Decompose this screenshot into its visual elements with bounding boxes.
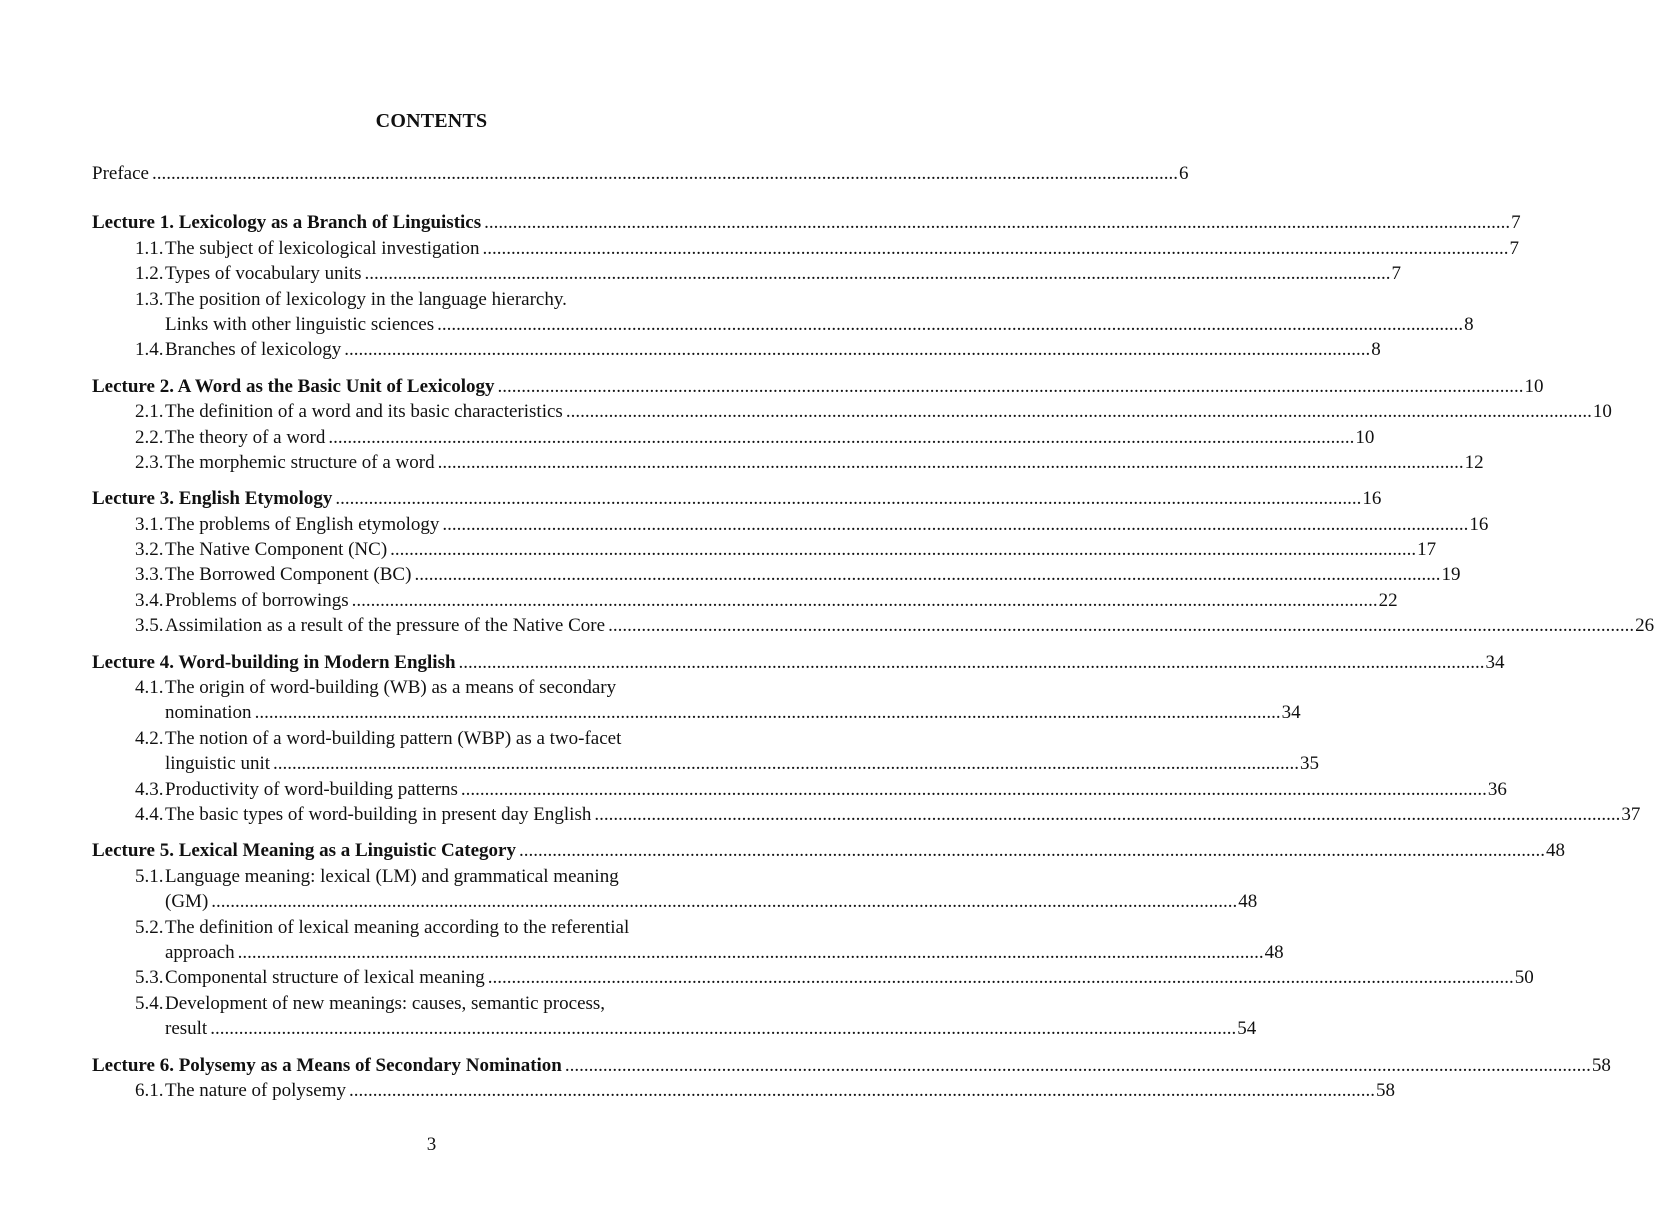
section-number: 4.4.: [135, 803, 164, 825]
section-page: 58: [1375, 1079, 1395, 1101]
dot-leader: [519, 838, 1545, 863]
section-number: 3.2.: [135, 539, 164, 561]
dot-leader: [438, 450, 1464, 475]
section-number-cell: [92, 802, 165, 827]
section-page: 10: [1592, 401, 1612, 423]
section-number-cell: [92, 337, 165, 362]
toc-spacer: [92, 827, 750, 838]
dot-leader: [238, 940, 1264, 965]
toc-section-entry: [92, 613, 1654, 638]
toc-section-entry: [92, 965, 1534, 990]
dot-leader: [437, 312, 1463, 337]
dot-leader: [273, 751, 1299, 776]
section-page: 19: [1441, 564, 1461, 586]
section-page: 50: [1514, 967, 1534, 989]
section-page: 48: [1238, 891, 1258, 913]
section-title: The origin of word-building (WB) as a means of secondary: [165, 677, 617, 699]
toc-section-entry: [92, 1078, 1395, 1103]
section-number-cell: [92, 236, 165, 261]
toc-section-entry: [92, 940, 1284, 965]
toc-section-entry: [92, 337, 1381, 362]
lecture-page: 10: [1524, 375, 1544, 397]
section-number-cell: [92, 450, 165, 475]
section-title: Productivity of word-building patterns: [165, 778, 458, 800]
section-title: approach: [165, 941, 235, 963]
section-title: Problems of borrowings: [165, 589, 349, 611]
section-title: linguistic unit: [165, 753, 271, 775]
dot-leader: [255, 700, 1281, 725]
lecture-title: Lecture 3. English Etymology: [92, 488, 333, 510]
section-title: Links with other linguistic sciences: [165, 313, 435, 335]
section-number-cell: [92, 613, 165, 638]
section-page: 17: [1417, 539, 1437, 561]
section-page: 8: [1464, 313, 1474, 335]
toc-lecture-heading: [92, 650, 1505, 675]
section-title: nomination: [165, 702, 252, 724]
section-page: 8: [1371, 339, 1381, 361]
section-page: 22: [1378, 589, 1398, 611]
dot-leader: [484, 210, 1510, 235]
toc-section-entry: [92, 1016, 1257, 1041]
section-number-cell: [92, 399, 165, 424]
section-number: 5.2.: [135, 916, 164, 938]
dot-leader: [608, 613, 1634, 638]
section-title: The Borrowed Component (BC): [165, 564, 412, 586]
section-page: 7: [1391, 263, 1402, 285]
section-title: The nature of polysemy: [165, 1079, 346, 1101]
toc-lecture-heading: [92, 838, 1565, 863]
section-number-cell: [92, 425, 165, 450]
dot-leader: [210, 1016, 1236, 1041]
section-title: Development of new meanings: causes, semantic process,: [165, 992, 606, 1014]
section-number-cell: [92, 1078, 165, 1103]
section-number: 2.1.: [135, 401, 164, 423]
dot-leader: [442, 512, 1468, 537]
section-title: result: [165, 1018, 208, 1040]
dot-leader: [211, 889, 1237, 914]
section-page: 26: [1635, 615, 1654, 637]
dot-leader: [344, 337, 1370, 362]
section-title: The problems of English etymology: [165, 513, 440, 535]
section-page: 12: [1464, 451, 1484, 473]
toc-section-entry: [92, 751, 1320, 776]
toc-section-entry: [92, 236, 1519, 261]
section-number-cell: [92, 675, 165, 700]
toc-section-entry: [92, 777, 1507, 802]
dot-leader: [335, 486, 1361, 511]
section-title: Types of vocabulary units: [165, 263, 362, 285]
section-number: 1.1.: [135, 237, 164, 259]
dot-leader: [565, 1053, 1591, 1078]
section-number-cell: [92, 777, 165, 802]
page-title: CONTENTS: [375, 110, 488, 132]
lecture-title: Lecture 4. Word-building in Modern English: [92, 651, 456, 673]
section-number-cell: [92, 261, 165, 286]
toc-section-entry: [92, 864, 750, 889]
section-number: 1.4.: [135, 339, 164, 361]
toc-section-entry: [92, 915, 750, 940]
section-number-cell: [92, 965, 165, 990]
toc-entry-page: 6: [1178, 163, 1189, 184]
section-number: 4.2.: [135, 727, 164, 749]
toc-section-entry: [92, 562, 1461, 587]
toc-entry-title: Preface: [92, 163, 149, 184]
section-title: The basic types of word-building in present day English: [165, 803, 592, 825]
section-title: The notion of a word-building pattern (WBP) as a two-facet: [165, 727, 622, 749]
section-number-cell: [92, 991, 165, 1016]
section-title: The position of lexicology in the language hierarchy.: [165, 288, 567, 310]
section-number: 3.1.: [135, 513, 164, 535]
section-page: 34: [1281, 702, 1301, 724]
section-number-cell: [92, 512, 165, 537]
lecture-page: 58: [1591, 1054, 1611, 1076]
toc-section-entry: [92, 450, 1484, 475]
dot-leader: [482, 236, 1508, 261]
toc-lecture-heading: [92, 486, 1382, 511]
section-page: 54: [1237, 1018, 1257, 1040]
section-number: 3.5.: [135, 615, 164, 637]
section-number-cell: [92, 537, 165, 562]
toc-lecture-heading: [92, 210, 1521, 235]
dot-leader: [498, 374, 1524, 399]
toc-spacer: [92, 363, 750, 374]
dot-leader: [566, 399, 1592, 424]
section-number-cell: [92, 726, 165, 751]
toc-section-entry: [92, 537, 1437, 562]
section-number: 3.3.: [135, 564, 164, 586]
section-title: Language meaning: lexical (LM) and grammatical meaning: [165, 865, 619, 887]
table-of-contents: [92, 161, 1654, 1103]
lecture-page: 34: [1485, 651, 1505, 673]
section-title: Branches of lexicology: [165, 339, 342, 361]
dot-leader: [461, 777, 1487, 802]
toc-section-entry: [92, 675, 750, 700]
section-title: The subject of lexicological investigation: [165, 237, 480, 259]
dot-leader: [352, 588, 1378, 613]
section-page: 35: [1300, 753, 1320, 775]
toc-lecture-heading: [92, 374, 1544, 399]
lecture-title: Lecture 2. A Word as the Basic Unit of Lexicology: [92, 375, 495, 397]
section-number: 4.1.: [135, 677, 164, 699]
toc-lecture-heading: [92, 1053, 1611, 1078]
toc-section-entry: [92, 726, 750, 751]
page-number: 3: [426, 1134, 437, 1155]
toc-section-entry: [92, 991, 750, 1016]
toc-spacer: [92, 639, 750, 650]
lecture-title: Lecture 6. Polysemy as a Means of Secondary Nomination: [92, 1054, 562, 1076]
section-title: The definition of a word and its basic characteristics: [165, 401, 563, 423]
section-page: 16: [1469, 513, 1489, 535]
toc-section-entry: [92, 399, 1612, 424]
section-number-cell: [92, 287, 165, 312]
toc-spacer: [92, 1042, 750, 1053]
toc-section-entry: [92, 512, 1489, 537]
section-number-cell: [92, 562, 165, 587]
dot-leader: [152, 161, 1178, 186]
section-number-cell: [92, 915, 165, 940]
toc-section-entry: [92, 287, 750, 312]
dot-leader: [349, 1078, 1375, 1103]
dot-leader: [365, 261, 1391, 286]
section-title: The theory of a word: [165, 426, 326, 448]
section-title: (GM): [165, 891, 209, 913]
section-number: 4.3.: [135, 778, 164, 800]
toc-entry-preface: [92, 161, 1189, 186]
section-number: 3.4.: [135, 589, 164, 611]
section-number: 5.4.: [135, 992, 164, 1014]
section-number-cell: [92, 864, 165, 889]
section-page: 10: [1355, 426, 1375, 448]
toc-section-entry: [92, 588, 1398, 613]
toc-section-entry: [92, 700, 1301, 725]
section-title: The morphemic structure of a word: [165, 451, 435, 473]
section-title: The Native Component (NC): [165, 539, 388, 561]
section-page: 37: [1621, 803, 1641, 825]
section-page: 36: [1487, 778, 1507, 800]
dot-leader: [414, 562, 1440, 587]
toc-section-entry: [92, 889, 1258, 914]
lecture-page: 7: [1511, 212, 1521, 234]
section-number: 1.3.: [135, 288, 164, 310]
section-number: 6.1.: [135, 1079, 164, 1101]
toc-spacer: [92, 475, 750, 486]
dot-leader: [594, 802, 1620, 827]
toc-section-entry: [92, 425, 1375, 450]
toc-spacer: [92, 186, 750, 210]
toc-section-entry: [92, 802, 1641, 827]
lecture-title: Lecture 1. Lexicology as a Branch of Linguistics: [92, 212, 482, 234]
dot-leader: [459, 650, 1485, 675]
section-number-cell: [92, 588, 165, 613]
section-page: 7: [1509, 237, 1519, 259]
section-number: 1.2.: [135, 263, 164, 285]
lecture-page: 16: [1362, 488, 1382, 510]
section-title: Assimilation as a result of the pressure of the Native Core: [165, 615, 606, 637]
dot-leader: [328, 425, 1354, 450]
section-page: 48: [1264, 941, 1284, 963]
section-title: The definition of lexical meaning according to the referential: [165, 916, 630, 938]
dot-leader: [488, 965, 1514, 990]
toc-section-entry: [92, 261, 1402, 286]
section-number: 2.3.: [135, 451, 164, 473]
lecture-title: Lecture 5. Lexical Meaning as a Linguistic Category: [92, 840, 516, 862]
section-number: 5.3.: [135, 967, 164, 989]
toc-section-entry: [92, 312, 1474, 337]
lecture-page: 48: [1545, 840, 1565, 862]
dot-leader: [390, 537, 1416, 562]
section-number: 2.2.: [135, 426, 164, 448]
section-title: Componental structure of lexical meaning: [165, 967, 485, 989]
section-number: 5.1.: [135, 865, 164, 887]
